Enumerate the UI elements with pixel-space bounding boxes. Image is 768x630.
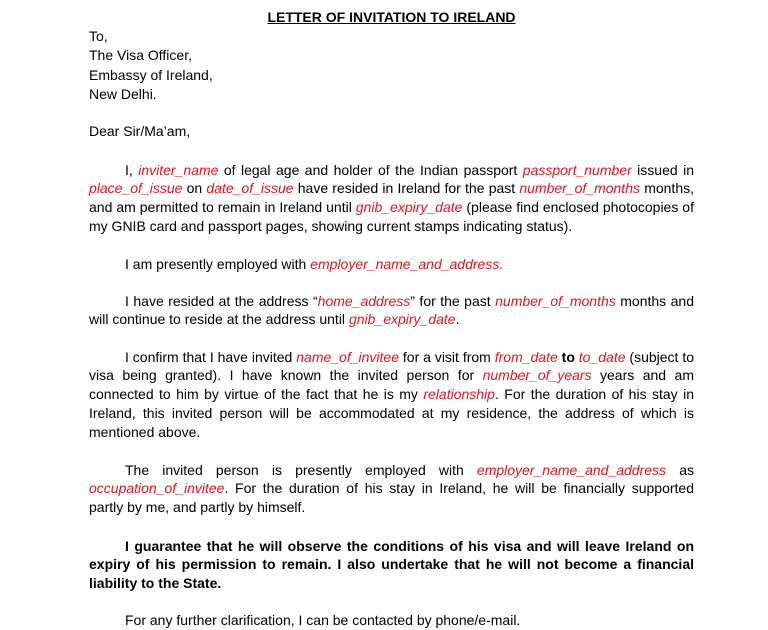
text-segment: (please find enclosed photocopies of my GNIB card and passport pages, showing current stamps indicating status). <box>89 199 694 234</box>
paragraph-employment <box>89 255 694 274</box>
placeholder-place-of-issue: place_of_issue <box>89 180 183 197</box>
placeholder-number-of-months: number_of_months <box>519 180 640 197</box>
recipient-address <box>89 27 694 104</box>
placeholder-inviter-name: inviter_name <box>138 161 219 178</box>
text-segment: for a visit from <box>399 348 495 365</box>
text-segment: have resided in Ireland for the past <box>293 180 520 197</box>
address-line-embassy: Embassy of Ireland, <box>89 66 213 83</box>
text-segment: . <box>455 311 460 328</box>
text-segment: years and am connected to him by virtue of the fact that he is my <box>89 367 694 403</box>
paragraph-residence <box>89 292 694 330</box>
text-segment: ” for the past <box>410 292 496 309</box>
placeholder-date-of-issue: date_of_issue <box>206 180 294 197</box>
placeholder-employer-name-and-address: employer_name_and_address. <box>310 255 504 272</box>
paragraph-invitation <box>89 348 694 442</box>
address-line-officer: The Visa Officer, <box>89 47 192 64</box>
text-segment: I, <box>125 161 139 178</box>
salutation: Dear Sir/Ma’am, <box>89 122 191 139</box>
letter-title: LETTER OF INVITATION TO IRELAND <box>267 9 516 25</box>
text-segment: . For the duration of his stay in Ireland, this invited person will be accommodated at my residence, the address of which is mentioned above. <box>89 386 694 440</box>
text-segment: issued in <box>631 161 695 178</box>
placeholder-gnib-expiry-date: gnib_expiry_date <box>348 311 456 328</box>
paragraph-guarantee: I guarantee that he will observe the conditions of his visa and will leave Ireland on expiry of his permission to remain. I also undertake that he will not become a financial liability to the State. <box>89 537 694 592</box>
placeholder-passport-number: passport_number <box>522 161 632 178</box>
text-segment: months, and am permitted to remain in Ireland until <box>89 180 694 216</box>
text-segment: months and will continue to reside at the address until <box>89 292 694 328</box>
text-segment: . For the duration of his stay in Ireland, he will be financially supported partly by me, and partly by himself. <box>89 480 694 516</box>
address-line-city: New Delhi. <box>89 85 157 102</box>
text-segment: I am presently employed with <box>125 255 311 272</box>
placeholder-name-of-invitee: name_of_invitee <box>296 348 399 365</box>
placeholder-gnib-expiry-date: gnib_expiry_date <box>355 199 463 216</box>
text-segment: of legal age and holder of the Indian passport <box>218 161 523 178</box>
text-segment: I confirm that I have invited <box>125 348 297 365</box>
address-line-to: To, <box>89 28 108 45</box>
bold-to-word: to <box>557 348 579 365</box>
paragraph-invitee-employment <box>89 461 694 517</box>
placeholder-from-date: from_date <box>494 348 558 365</box>
placeholder-number-of-years: number_of_years <box>482 367 592 384</box>
text-segment: on <box>182 180 207 197</box>
placeholder-to-date: to_date <box>578 348 626 365</box>
placeholder-relationship: relationship <box>423 386 495 403</box>
text-segment: The invited person is presently employed with <box>125 461 477 478</box>
paragraph-inviter-details <box>89 161 694 236</box>
placeholder-number-of-months: number_of_months <box>495 292 616 309</box>
text-segment: I have resided at the address “ <box>125 292 318 309</box>
placeholder-occupation-of-invitee: occupation_of_invitee <box>89 480 225 497</box>
text-segment: (subject to visa being granted). I have known the invited person for <box>89 348 695 384</box>
placeholder-home-address: home_address <box>317 292 411 309</box>
paragraph-contact: For any further clarification, I can be contacted by phone/e-mail. <box>125 611 521 628</box>
placeholder-employer-name-and-address: employer_name_and_address <box>476 461 667 478</box>
text-segment: as <box>666 461 694 478</box>
